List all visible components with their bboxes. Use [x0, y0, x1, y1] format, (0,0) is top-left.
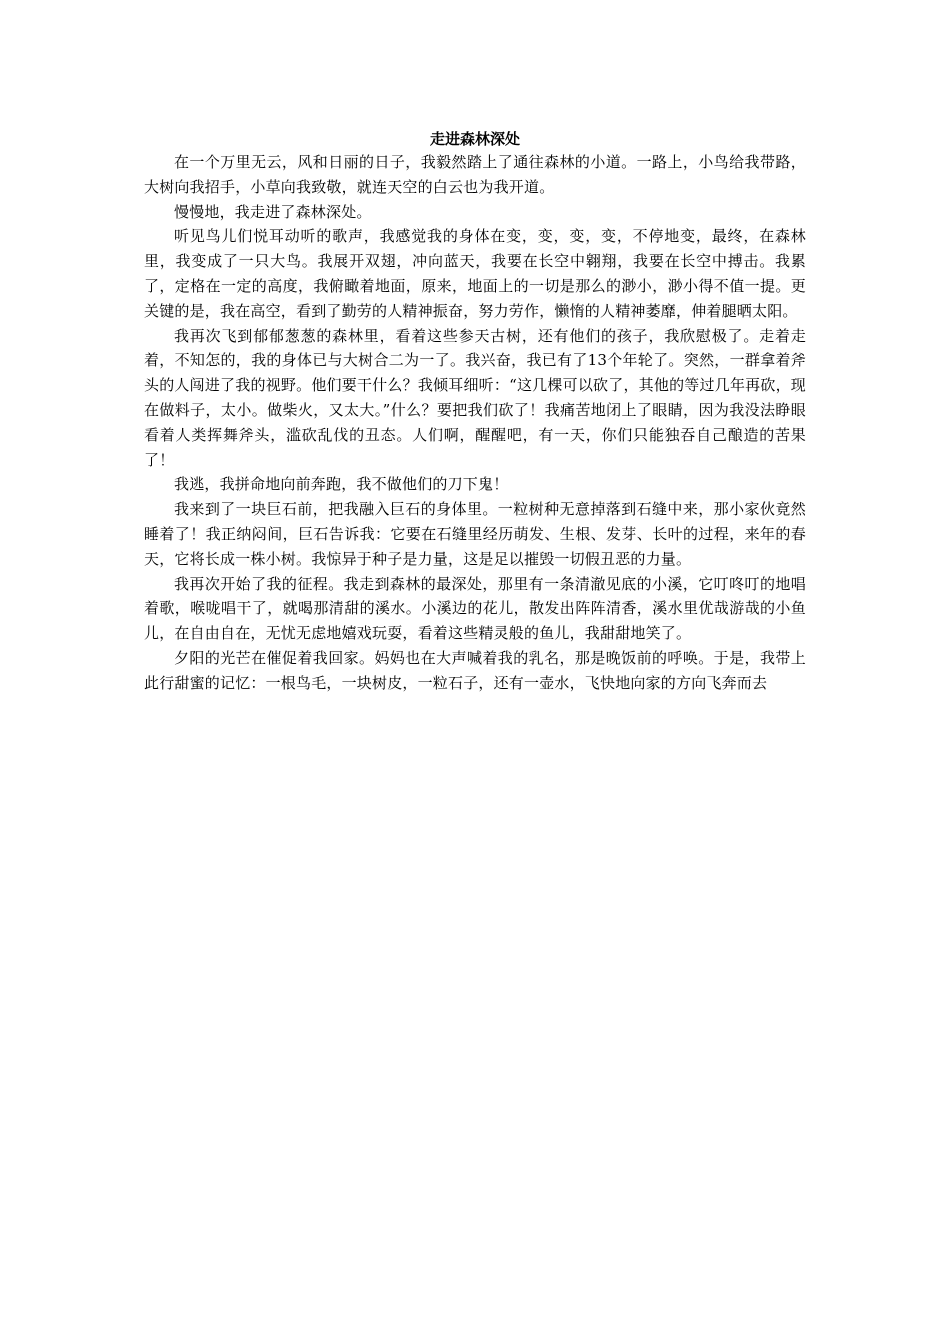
document-title: 走进森林深处	[429, 130, 520, 148]
paragraph: 我逃，我拼命地向前奔跑，我不做他们的刀下鬼！	[174, 475, 509, 494]
paragraph: 慢慢地，我走进了森林深处。	[174, 202, 372, 221]
paragraph: 听见鸟儿们悦耳动听的歌声，我感觉我的身体在变，变，变，变，不停地变，最终，在森林里，我变成了一只大鸟。我展开双翅，冲向蓝天，我要在长空中翱翔，我要在长空中搏击。我累了，定格在一定的高度，我俯瞰着地面，原来，地面上的一切是那么的渺小，渺小得不值一提。更关键的是，我在高空，看到了勤劳的人精神振奋，努力劳作，懒惰的人精神萎靡，伸着腿晒太阳。	[144, 227, 806, 320]
paragraph: 夕阳的光芒在催促着我回家。妈妈也在大声喊着我的乳名，那是晚饭前的呼唤。于是，我带上此行甜蜜的记忆：一根鸟毛，一块树皮，一粒石子，还有一壶水，飞快地向家的方向飞奔而去	[144, 648, 806, 692]
paragraph: 我再次飞到郁郁葱葱的森林里，看着这些参天古树，还有他们的孩子，我欣慰极了。走着走着，不知怎的，我的身体已与大树合二为一了。我兴奋，我已有了13个年轮了。突然，一群拿着斧头的人闯进了我的视野。他们要干什么？我倾耳细听：“这几棵可以砍了，其他的等过几年再砍，现在做料子，太小。做柴火，又太大。”什么？要把我们砍了！我痛苦地闭上了眼睛，因为我没法睁眼看着人类挥舞斧头，滥砍乱伐的丑态。人们啊，醒醒吧，有一天，你们只能独吞自己酿造的苦果了！	[144, 326, 806, 469]
document-body	[144, 150, 806, 696]
paragraph: 在一个万里无云，风和日丽的日子，我毅然踏上了通往森林的小道。一路上，小鸟给我带路，大树向我招手，小草向我致敬，就连天空的白云也为我开道。	[144, 153, 806, 196]
paragraph: 我再次开始了我的征程。我走到森林的最深处，那里有一条清澈见底的小溪，它叮咚叮的地唱着歌，喉咙唱干了，就喝那清甜的溪水。小溪边的花儿，散发出阵阵清香，溪水里优哉游哉的小鱼儿，在自由自在，无忧无虑地嬉戏玩耍，看着这些精灵般的鱼儿，我甜甜地笑了。	[144, 574, 806, 643]
paragraph: 我来到了一块巨石前，把我融入巨石的身体里。一粒树种无意掉落到石缝中来，那小家伙竟然睡着了！我正纳闷间，巨石告诉我：它要在石缝里经历萌发、生根、发芽、长叶的过程，来年的春天，它将长成一株小树。我惊异于种子是力量，这是足以摧毁一切假丑恶的力量。	[144, 500, 806, 568]
